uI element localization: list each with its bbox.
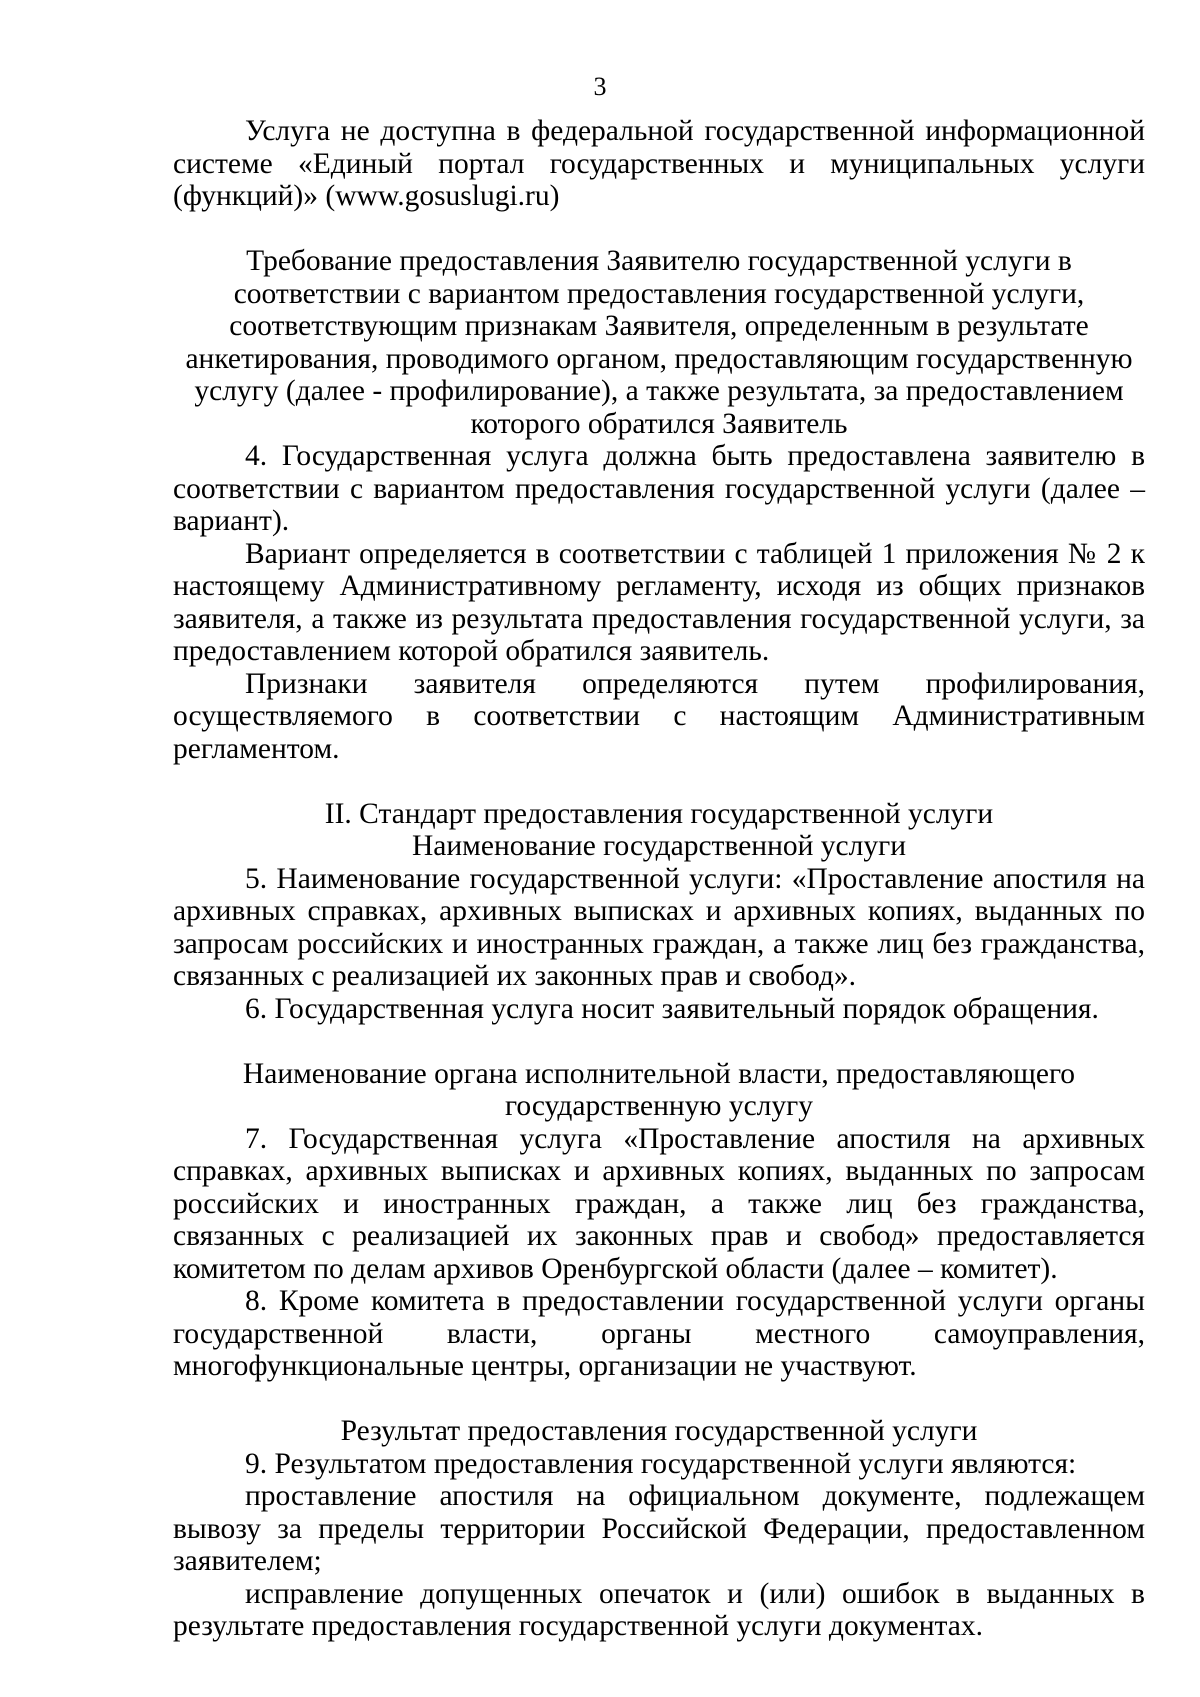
heading-result: Результат предоставления государственной услуги — [340, 1415, 978, 1447]
paragraph-9-correction: исправление допущенных опечаток и (или) ошибок в выданных в результате предоставления государственной услуги документах. — [173, 1577, 1145, 1642]
heading-section-2: II. Стандарт предоставления государственной услуги — [324, 797, 994, 830]
paragraph-8: 8. Кроме комитета в предоставлении государственной услуги органы государственной власти, органы местного самоуправления, многофункциональные центры, организации не участвуют. — [173, 1285, 1145, 1382]
document-body — [173, 115, 1145, 1643]
heading-requirement: Требование предоставления Заявителю государственной услуги в соответствии с вариантом предоставления государственной услуги, соответствующим признакам Заявителя, определенным в результате анкетирования, проводимого органом, предоставляющим государственную услугу (далее - профилирование), а также результата, за предоставлением которого обратился Заявитель — [185, 245, 1133, 440]
paragraph-9-apostille: проставление апостиля на официальном документе, подлежащем вывозу за пределы территории Российской Федерации, предоставленном заявителем; — [173, 1480, 1145, 1577]
paragraph-4-signs: Признаки заявителя определяются путем профилирования, осуществляемого в соответствии с настоящим Административным регламентом. — [173, 667, 1145, 765]
paragraph-5: 5. Наименование государственной услуги: «Проставление апостиля на архивных справках, архивных выписках и архивных копиях, выданных по запросам российских и иностранных граждан, а также лиц без гражданства, связанных с реализацией их законных прав и свобод». — [173, 862, 1145, 992]
paragraph-4: 4. Государственная услуга должна быть предоставлена заявителю в соответствии с вариантом предоставления государственной услуги (далее – вариант). — [173, 440, 1145, 537]
spacer — [173, 765, 1145, 798]
paragraph-gosuslugi-availability: Услуга не доступна в федеральной государственной информационной системе «Единый портал государственных и муниципальных услуги (функций)» (www.gosuslugi.ru) — [173, 115, 1145, 212]
spacer — [173, 1025, 1145, 1058]
spacer — [173, 1383, 1145, 1416]
page-number: 3 — [593, 72, 607, 101]
paragraph-4-variant: Вариант определяется в соответствии с таблицей 1 приложения № 2 к настоящему Административному регламенту, исходя из общих признаков заявителя, а также из результата предоставления государственной услуги, за предоставлением которой обратился заявитель. — [173, 537, 1145, 667]
spacer — [173, 213, 1145, 246]
paragraph-6: 6. Государственная услуга носит заявительный порядок обращения. — [245, 992, 1099, 1025]
paragraph-9: 9. Результатом предоставления государственной услуги являются: — [245, 1447, 1077, 1480]
heading-service-name: Наименование государственной услуги — [412, 830, 906, 862]
paragraph-7: 7. Государственная услуга «Проставление апостиля на архивных справках, архивных выписках и архивных копиях, выданных по запросам российских и иностранных граждан, а также лиц без гражданства, связанных с реализацией их законных прав и свобод» предоставляется комитетом по делам архивов Оренбургской области (далее – комитет). — [173, 1122, 1145, 1285]
heading-executive-body: Наименование органа исполнительной власти, предоставляющего государственную услугу — [242, 1057, 1076, 1122]
